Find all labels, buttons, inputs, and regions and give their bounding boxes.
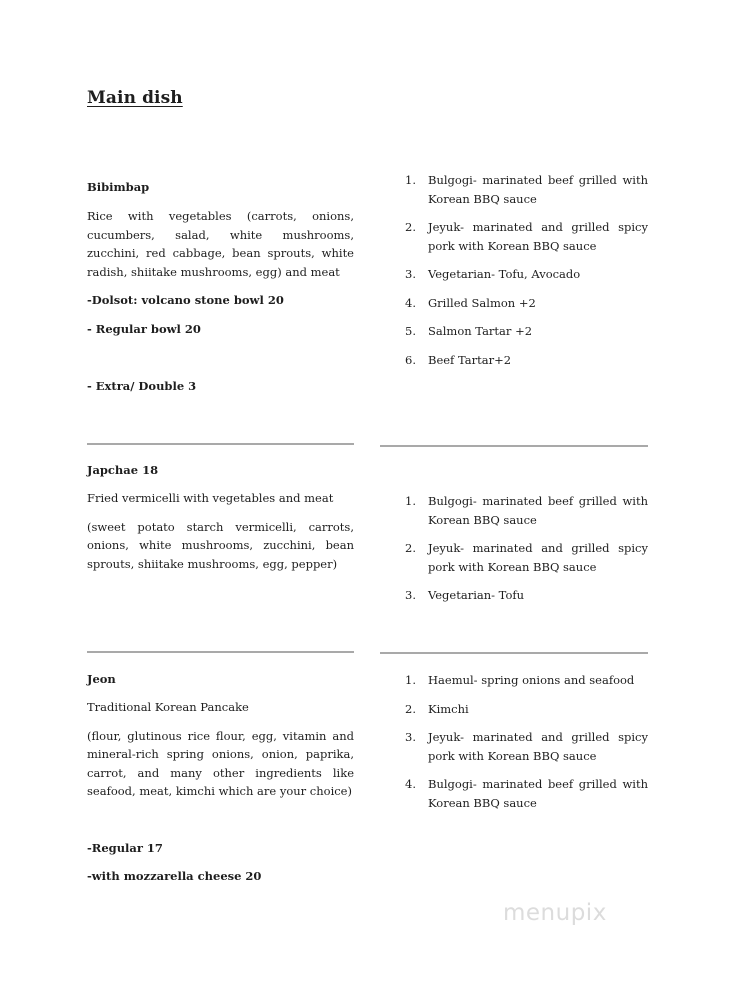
jeon-options xyxy=(405,671,648,812)
list-item: 6. Beef Tartar+2 xyxy=(405,352,512,367)
japchae-section xyxy=(87,463,354,573)
bibimbap-section xyxy=(87,180,354,281)
japchae-options xyxy=(405,492,648,605)
dish-name: Japchae 18 xyxy=(87,463,159,477)
list-item: 5. Salmon Tartar +2 xyxy=(405,324,533,338)
list-item: 1. Bulgogi- marinated beef grilled with Korean BBQ sauce xyxy=(405,494,648,527)
section-divider xyxy=(380,445,648,447)
list-item: 4. Grilled Salmon +2 xyxy=(405,295,536,310)
section-divider xyxy=(87,443,354,445)
dish-description: Fried vermicelli with vegetables and meat xyxy=(87,491,334,505)
page-title: Main dish xyxy=(87,88,183,108)
list-item: 2. Jeyuk- marinated and grilled spicy pork with Korean BBQ sauce xyxy=(405,541,648,574)
price-option: - Extra/ Double 3 xyxy=(87,379,197,393)
price-option: -with mozzarella cheese 20 xyxy=(87,869,262,883)
list-item: 3. Vegetarian- Tofu, Avocado xyxy=(405,267,581,281)
watermark-logo: menupix xyxy=(503,900,607,926)
dish-description: Traditional Korean Pancake xyxy=(87,700,249,714)
section-divider xyxy=(87,651,354,653)
list-item: 3. Vegetarian- Tofu xyxy=(405,588,525,602)
list-item: 1. Haemul- spring onions and seafood xyxy=(405,673,635,687)
list-item: 2. Jeyuk- marinated and grilled spicy pork with Korean BBQ sauce xyxy=(405,220,648,253)
section-divider xyxy=(380,652,648,654)
list-item: 1. Bulgogi- marinated beef grilled with Korean BBQ sauce xyxy=(405,173,648,206)
dish-description: Rice with vegetables (carrots, onions, cucumbers, salad, white mushrooms, zucchini, red cabbage, bean sprouts, white radish, shiitake mushrooms, egg) and meat xyxy=(87,209,354,279)
dish-details: (flour, glutinous rice flour, egg, vitamin and mineral-rich spring onions, onion, paprika, carrot, and many other ingredients like seafood, meat, kimchi which are your choice) xyxy=(87,728,354,798)
bibimbap-options xyxy=(405,171,648,369)
price-option: -Dolsot: volcano stone bowl 20 xyxy=(87,293,284,307)
price-option: - Regular bowl 20 xyxy=(87,322,201,336)
price-option: -Regular 17 xyxy=(87,841,163,855)
dish-name: Jeon xyxy=(87,672,116,686)
list-item: 3. Jeyuk- marinated and grilled spicy pork with Korean BBQ sauce xyxy=(405,730,648,763)
dish-name: Bibimbap xyxy=(87,180,150,194)
list-item: 2. Kimchi xyxy=(405,701,469,716)
dish-details: (sweet potato starch vermicelli, carrots, onions, white mushrooms, zucchini, bean sprouts, shiitake mushrooms, egg, pepper) xyxy=(87,519,354,571)
list-item: 4. Bulgogi- marinated beef grilled with Korean BBQ sauce xyxy=(405,777,648,810)
jeon-section xyxy=(87,672,354,801)
